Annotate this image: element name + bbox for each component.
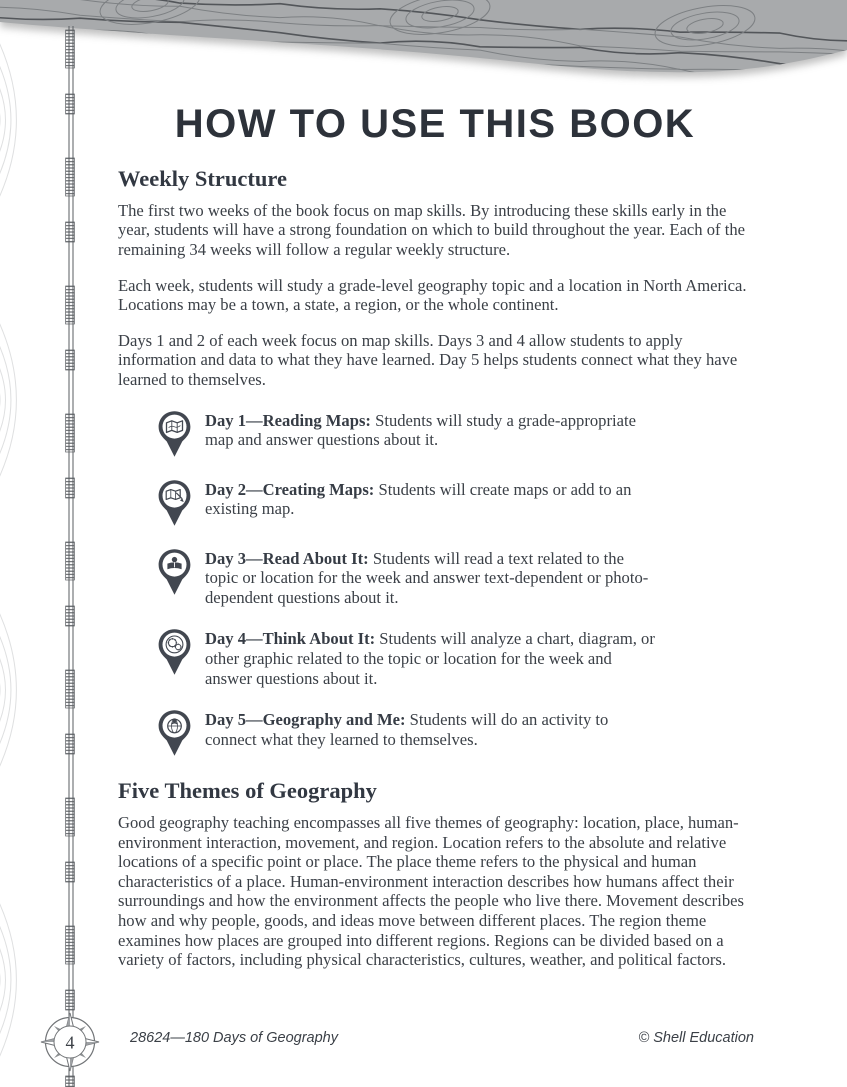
day-description: Students will read a text related to the topic or location for the week and answer text-dependent or photo-dependent questions about it.	[205, 548, 649, 607]
day-label: Day 1—Reading Maps:	[205, 410, 371, 430]
faint-contour-lines	[0, 0, 16, 1087]
footer-publisher: © Shell Education	[638, 1030, 754, 1046]
weekly-structure-paragraph-1: The first two weeks of the book focus on map skills. By introducing these skills early in the year, students will have a strong foundation on which to build throughout the year. Each of the remaining 34 weeks will follow a regular weekly structure.	[118, 200, 745, 260]
page-title: HOW TO USE THIS BOOK	[174, 102, 696, 146]
day-5-item	[156, 709, 752, 757]
page-number: 4	[65, 1032, 75, 1053]
dashed-trail-line	[66, 26, 75, 1087]
folded-map-pin-icon	[156, 410, 193, 458]
day-2-item	[156, 479, 752, 527]
day-list	[118, 410, 752, 758]
day-label: Day 4—Think About It:	[205, 629, 376, 649]
five-themes-paragraph: Good geography teaching encompasses all five themes of geography: location, place, human-environment interaction, movement, and region. Location refers to the absolute and relative locations of a specific point or place. The place theme refers to the physical and human characteristics of a place. Human-environment interaction describes how humans affect their surroundings and how the environment affects the people who live there. Movement describes how and why people, goods, and ideas move between different places. The region theme examines how places are grouped into different regions. Regions can be divided based on a variety of factors, including physical characteristics, cultures, weather, and political factors.	[118, 813, 744, 970]
page-footer	[130, 1030, 754, 1046]
five-themes-heading: Five Themes of Geography	[118, 778, 377, 804]
weekly-structure-heading: Weekly Structure	[118, 166, 287, 191]
compass-rose-icon	[41, 1013, 99, 1071]
day-label: Day 5—Geography and Me:	[205, 710, 406, 730]
day-description: Students will create maps or add to an existing map.	[205, 479, 632, 519]
weekly-structure-paragraph-2: Each week, students will study a grade-level geography topic and a location in North America. Locations may be a town, a state, a region, or the whole continent.	[118, 275, 747, 315]
day-description: Students will study a grade-appropriate map and answer questions about it.	[205, 410, 636, 450]
brain-gears-pin-icon	[156, 628, 193, 676]
day-4-item	[156, 628, 752, 688]
band-shape	[0, 0, 847, 72]
footer-book-id: 28624—180 Days of Geography	[130, 1030, 338, 1046]
weekly-structure-paragraph-3: Days 1 and 2 of each week focus on map skills. Days 3 and 4 allow students to apply information and data to what they have learned. Day 5 helps students connect what they have learned to themselves.	[118, 330, 738, 390]
day-label: Day 3—Read About It:	[205, 548, 369, 568]
page-content	[118, 102, 752, 970]
globe-person-pin-icon	[156, 709, 193, 757]
day-description: Students will analyze a chart, diagram, or other graphic related to the topic or location for the week and answer questions about it.	[205, 629, 655, 688]
left-margin-art	[0, 0, 110, 1087]
day-description: Students will do an activity to connect what they learned to themselves.	[205, 710, 609, 749]
day-1-item	[156, 410, 752, 458]
person-reading-pin-icon	[156, 548, 193, 596]
day-3-item	[156, 548, 752, 608]
map-and-pencil-pin-icon	[156, 479, 193, 527]
day-label: Day 2—Creating Maps:	[205, 479, 375, 499]
